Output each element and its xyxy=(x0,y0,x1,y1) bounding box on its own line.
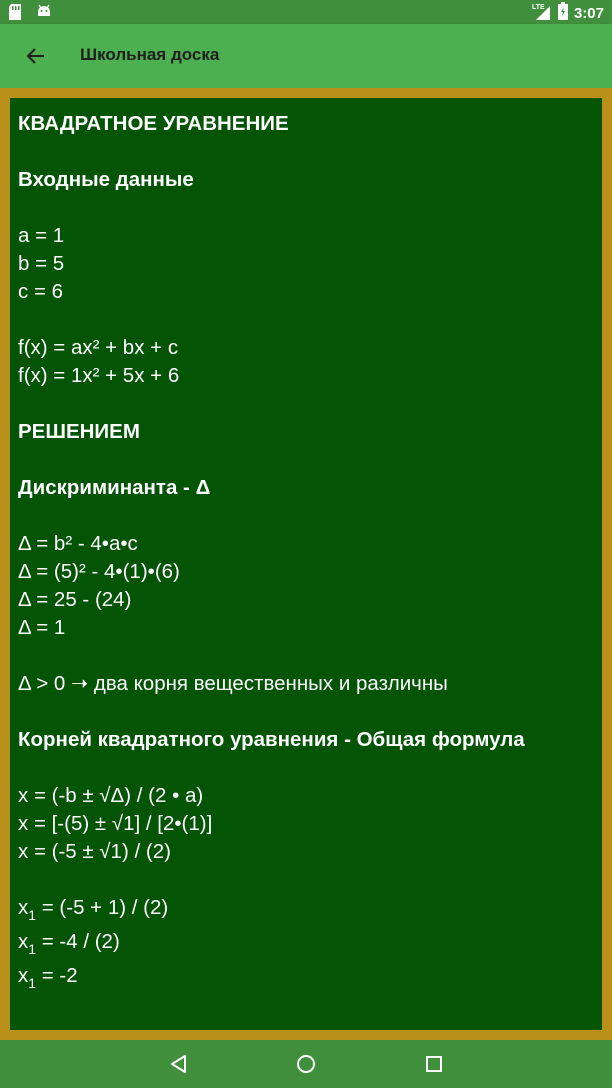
solution-heading: РЕШЕНИЕМ xyxy=(18,420,140,443)
discriminant-step-1: Δ = b² - 4•a•c xyxy=(18,532,138,555)
x1-value: = -4 / (2) xyxy=(36,930,120,953)
android-icon xyxy=(36,4,52,25)
lte-label: LTE xyxy=(531,4,545,11)
discriminant-heading: Дискриминанта - Δ xyxy=(18,476,211,499)
school-board xyxy=(10,98,602,1030)
discriminant-step-3: Δ = 25 - (24) xyxy=(18,588,132,611)
app-bar xyxy=(0,24,612,88)
root-formula-1: x = (-b ± √Δ) / (2 • a) xyxy=(18,784,204,807)
discriminant-step-2: Δ = (5)² - 4•(1)•(6) xyxy=(18,560,180,583)
back-arrow-icon[interactable] xyxy=(20,40,52,72)
root-formula-3: x = (-5 ± √1) / (2) xyxy=(18,840,171,863)
x1-step-2 xyxy=(18,928,120,963)
x1-subscript: 1 xyxy=(28,907,37,923)
a-line: a = 1 xyxy=(18,224,65,247)
app-title: Школьная доска xyxy=(80,45,220,64)
navigation-bar xyxy=(0,1040,612,1088)
status-bar xyxy=(0,0,612,24)
triangle-back-icon[interactable] xyxy=(166,1052,190,1076)
function-specific: f(x) = 1x² + 5x + 6 xyxy=(18,364,180,387)
c-line: c = 6 xyxy=(18,280,64,303)
input-heading: Входные данные xyxy=(18,168,194,191)
circle-home-icon[interactable] xyxy=(294,1052,318,1076)
x1-var: x xyxy=(18,964,29,987)
x1-var: x xyxy=(18,930,29,953)
clock: 3:07 xyxy=(573,4,604,22)
square-recents-icon[interactable] xyxy=(422,1052,446,1076)
function-general: f(x) = ax² + bx + c xyxy=(18,336,179,359)
x1-subscript: 1 xyxy=(28,975,37,991)
sd-card-icon xyxy=(8,4,22,25)
x1-step-3 xyxy=(18,962,78,997)
roots-heading: Корней квадратного уравнения - Общая формула xyxy=(18,728,525,751)
root-formula-2: x = [-(5) ± √1] / [2•(1)] xyxy=(18,812,213,835)
x1-step-1 xyxy=(18,894,168,929)
b-line: b = 5 xyxy=(18,252,65,275)
discriminant-conclusion: Δ > 0 ➝ два корня вещественных и различны xyxy=(18,672,448,695)
x1-value: = -2 xyxy=(36,964,78,987)
discriminant-step-4: Δ = 1 xyxy=(18,616,66,639)
board-title: КВАДРАТНОЕ УРАВНЕНИЕ xyxy=(18,112,289,135)
battery-icon xyxy=(558,2,568,24)
x1-var: x xyxy=(18,896,29,919)
x1-value: = (-5 + 1) / (2) xyxy=(36,896,169,919)
signal-icon xyxy=(532,4,552,22)
x1-subscript: 1 xyxy=(28,941,37,957)
